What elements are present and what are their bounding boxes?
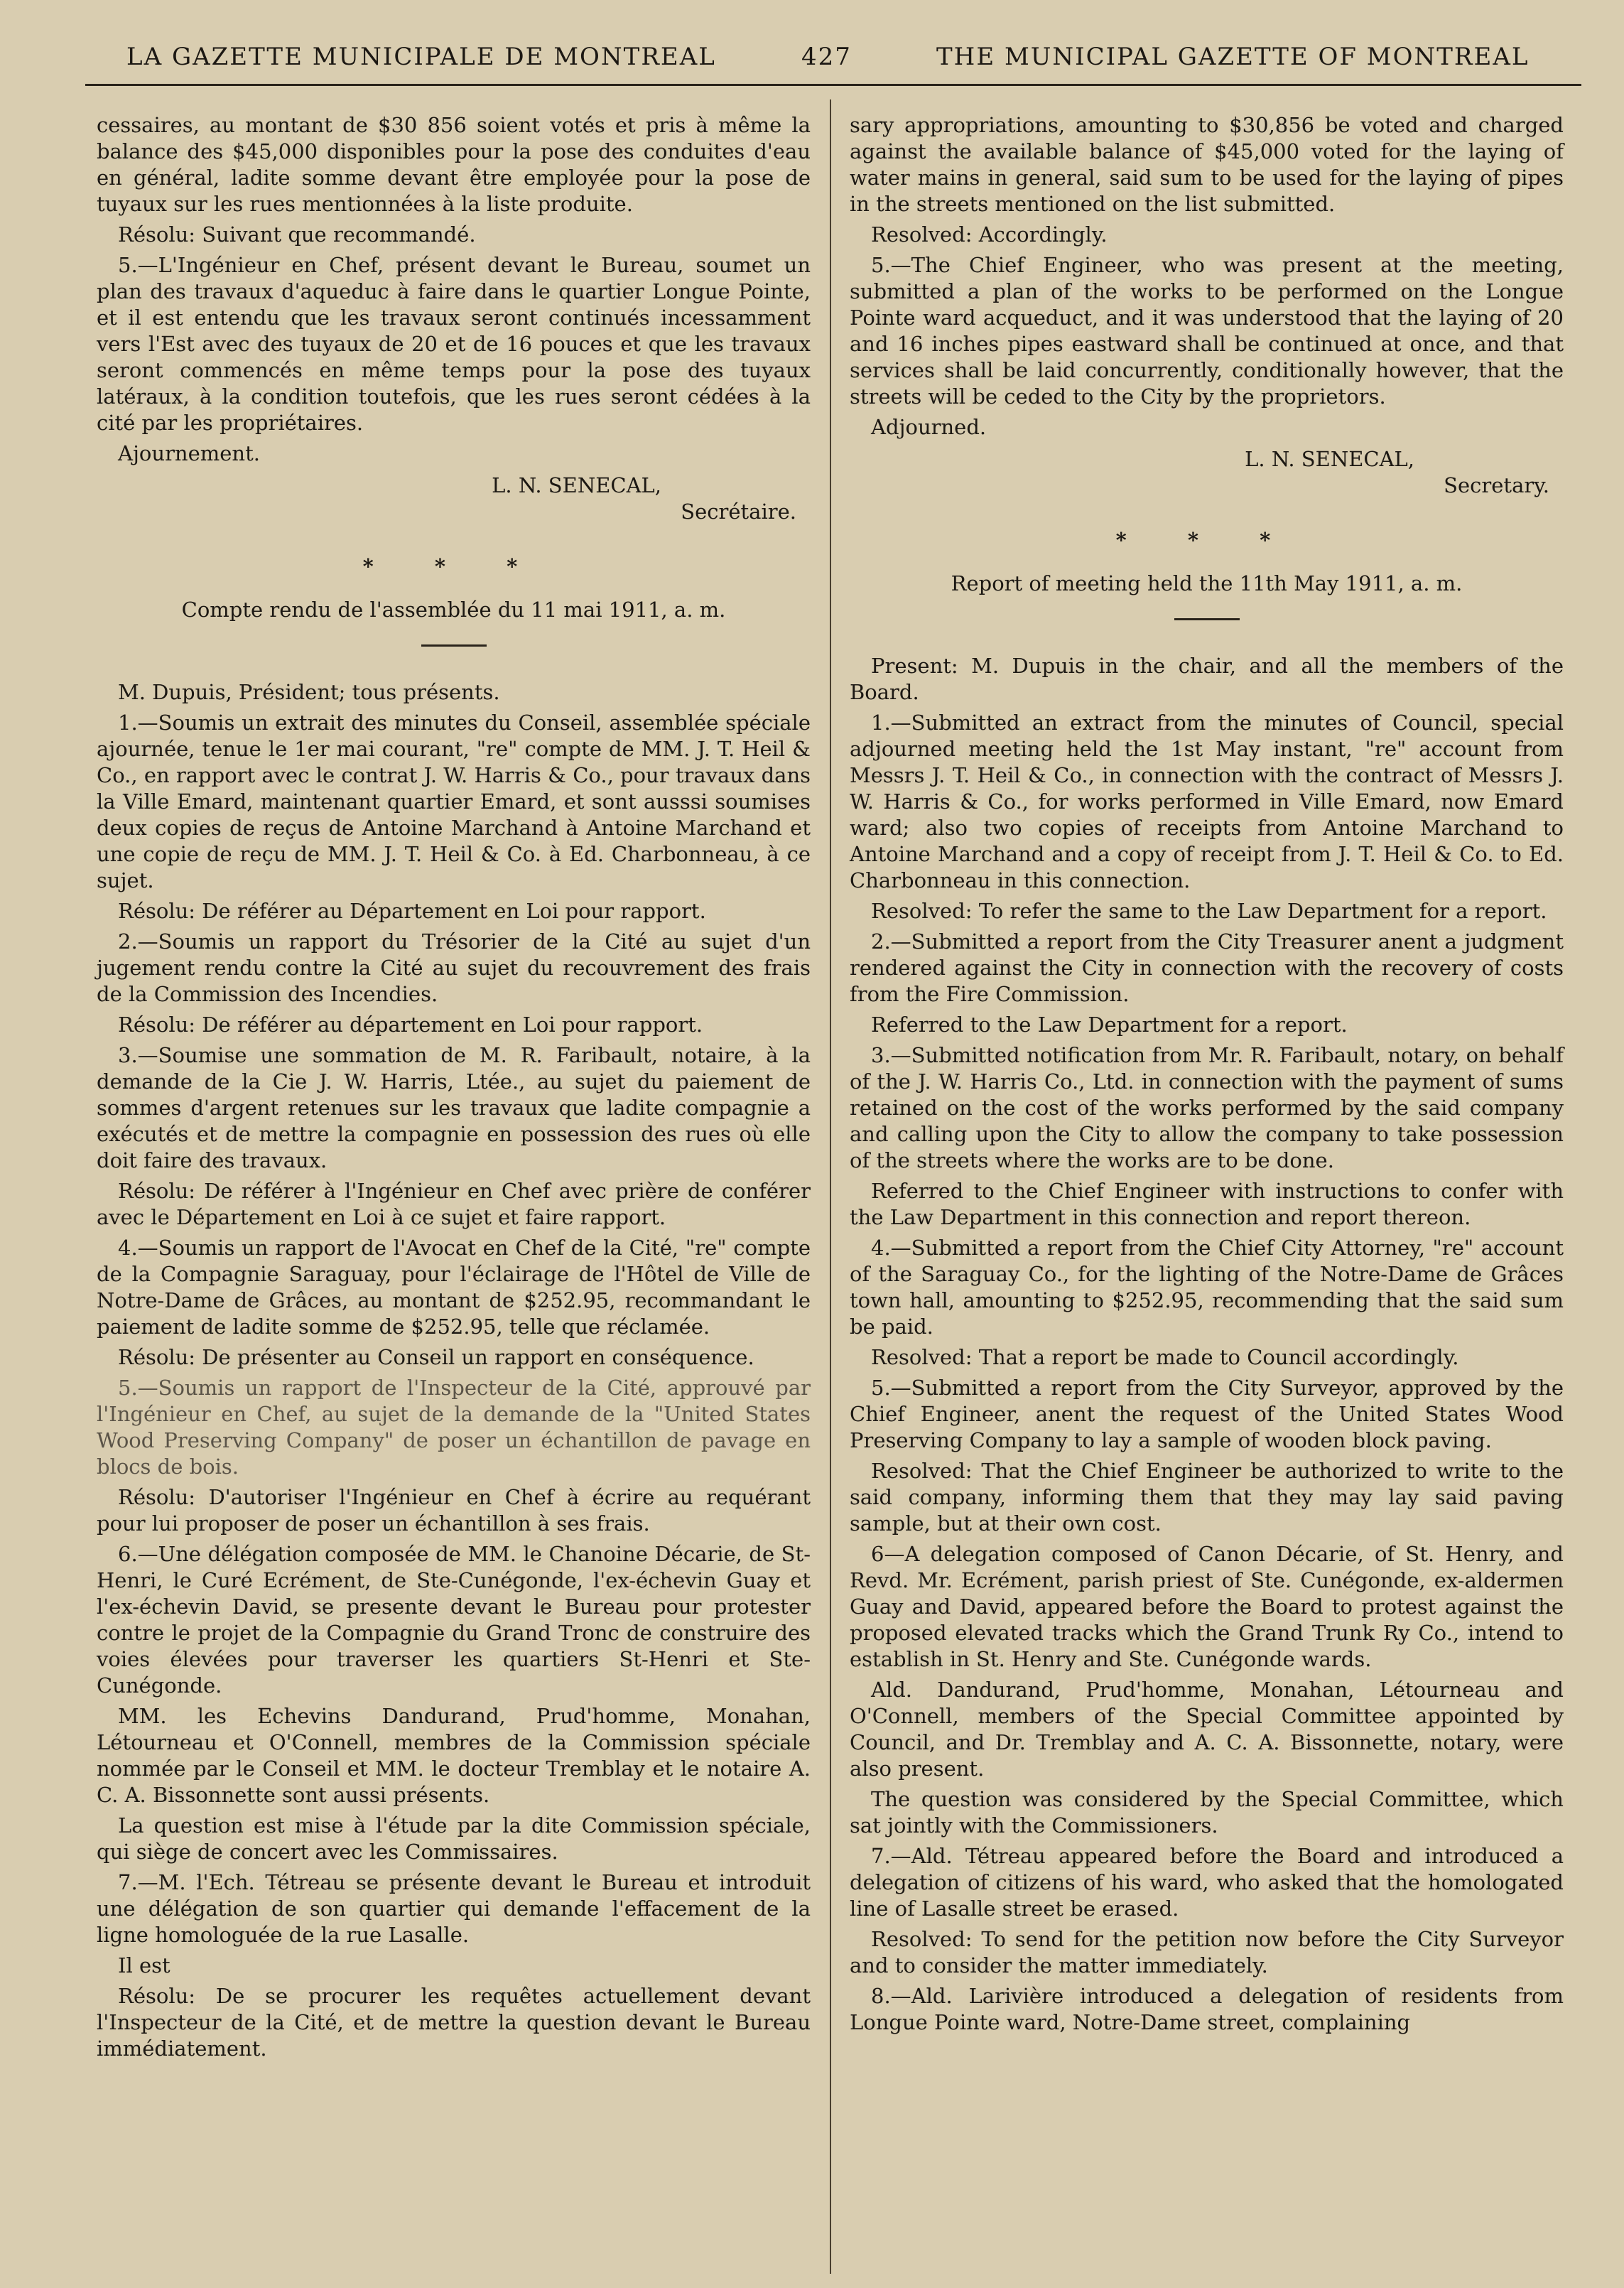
minute-item: Ald. Dandurand, Prud'homme, Monahan, Létourneau and O'Connell, members of the Special Committee appointed by Council, and Dr. Tremblay and A. C. A. Bissonnette, notary, were also present. (850, 1678, 1564, 1781)
signature-name: L. N. SENECAL, (1245, 447, 1414, 471)
minute-item: MM. les Echevins Dandurand, Prud'homme, Monahan, Létourneau et O'Connell, membres de la Commission spéciale nommée par le Conseil et MM. le docteur Tremblay et le notaire A. C. A. Bissonnette sont aussi présents. (97, 1704, 811, 1807)
resolution: Referred to the Law Department for a report. (871, 1013, 1348, 1037)
resolution: Résolu: Suivant que recommandé. (118, 222, 476, 247)
resolution: Resolved: That a report be made to Council accordingly. (871, 1345, 1459, 1369)
minute-item: 5.—Soumis un rapport de l'Inspecteur de la Cité, approuvé par l'Ingénieur en Chef, au sujet de la demande de la "United States Wood Preserving Company" de poser un échantillon de pavage en blocs de bois. (97, 1376, 811, 1479)
minute-item: 5.—Submitted a report from the City Surveyor, approved by the Chief Engineer, anent the request of the United States Wood Preserving Company to lay a sample of wooden block paving. (850, 1376, 1564, 1452)
short-rule (1174, 618, 1240, 620)
header-english-title: THE MUNICIPAL GAZETTE OF MONTREAL (936, 43, 1530, 71)
french-column (97, 112, 811, 2066)
minute-item: 4.—Submitted a report from the Chief City Attorney, "re" account of the Saraguay Co., for the lighting of the Notre-Dame de Grâces town hall, amounting to $252.95, recommending that the said sum be paid. (850, 1236, 1564, 1339)
resolution: Résolu: De se procurer les requêtes actuellement devant l'Inspecteur de la Cité, et de mettre la question devant le Bureau immédiatement. (97, 1984, 811, 2061)
minute-item: The question was considered by the Special Committee, which sat jointly with the Commissioners. (850, 1787, 1564, 1838)
minute-item: La question est mise à l'étude par la dite Commission spéciale, qui siège de concert avec les Commissaires. (97, 1813, 811, 1864)
signature-name: L. N. SENECAL, (492, 473, 661, 497)
minute-item: 3.—Submitted notification from Mr. R. Faribault, notary, on behalf of the J. W. Harris Co., Ltd. in connection with the payment of sums retained on the cost of the works performed by the said company and calling upon the City to allow the company to take possession of the streets where the works are to be done. (850, 1043, 1564, 1172)
resolution: Résolu: D'autoriser l'Ingénieur en Chef à écrire au requérant pour lui proposer de poser un échantillon à ses frais. (97, 1485, 811, 1536)
attendance: Present: M. Dupuis in the chair, and all the members of the Board. (850, 654, 1564, 704)
paragraph-intro: cessaires, au montant de $30 856 soient votés et pris à même la balance des $45,000 disponibles pour la pose des conduites d'eau en général, ladite somme devant être employée pour la pose de tuyaux sur les rues mentionnées à la liste produite. (97, 113, 811, 216)
minute-item: 7.—Ald. Tétreau appeared before the Board and introduced a delegation of citizens of his ward, who asked that the homologated line of Lasalle street be erased. (850, 1844, 1564, 1921)
minute-item: 4.—Soumis un rapport de l'Avocat en Chef de la Cité, "re" compte de la Compagnie Saraguay, pour l'éclairage de l'Hôtel de Ville de Notre-Dame de Grâces, au montant de $252.95, recommandant le paiement de ladite somme de $252.95, telle que réclamée. (97, 1236, 811, 1339)
minute-item: 1.—Soumis un extrait des minutes du Conseil, assemblée spéciale ajournée, tenue le 1er mai courant, "re" compte de MM. J. T. Heil & Co., en rapport avec le contrat J. W. Harris & Co., pour travaux dans la Ville Emard, maintenant quartier Emard, et sont ausssi soumises deux copies de reçus de Antoine Marchand à Antoine Marchand et une copie de reçu de MM. J. T. Heil & Co. à Ed. Charbonneau, à ce sujet. (97, 711, 811, 892)
short-rule (421, 644, 487, 647)
english-column (850, 112, 1564, 2040)
resolution: Resolved: To send for the petition now before the City Surveyor and to consider the matter immediately. (850, 1927, 1564, 1977)
minute-item: 6—A delegation composed of Canon Décarie, of St. Henry, and Revd. Mr. Ecrément, parish priest of Ste. Cunégonde, ex-aldermen Guay and David, appeared before the Board to protest against the proposed elevated tracks which the Grand Trunk Ry Co., intend to establish in St. Henry and Ste. Cunégonde wards. (850, 1542, 1564, 1671)
adjournment: Adjourned. (871, 415, 987, 439)
resolution: Résolu: De référer au Département en Loi pour rapport. (118, 899, 706, 923)
resolution: Résolu: De présenter au Conseil un rapport en conséquence. (118, 1345, 754, 1369)
minute-item: 2.—Submitted a report from the City Treasurer anent a judgment rendered against the City in connection with the recovery of costs from the Fire Commission. (850, 929, 1564, 1006)
minute-item: 6.—Une délégation composée de MM. le Chanoine Décarie, de St-Henri, le Curé Ecrément, de Ste-Cunégonde, l'ex-échevin Guay et l'ex-échevin David, se presente devant le Bureau pour protester contre le projet de la Compagnie du Grand Tronc de construire des voies élevées pour traverser les quartiers St-Henri et Ste-Cunégonde. (97, 1542, 811, 1698)
signature-title: Secrétaire. (681, 500, 796, 524)
column-divider (830, 99, 831, 2274)
minute-item: 7.—M. l'Ech. Tétreau se présente devant le Bureau et introduit une délégation de son quartier qui demande l'effacement de la ligne homologuée de la rue Lasalle. (97, 1870, 811, 1947)
paragraph-intro: sary appropriations, amounting to $30,856 be voted and charged against the available balance of $45,000 voted for the laying of water mains in general, said sum to be used for the laying of pipes in the streets mentioned on the list submitted. (850, 113, 1564, 216)
minute-item: 8.—Ald. Larivière introduced a delegation of residents from Longue Pointe ward, Notre-Dame street, complaining (850, 1984, 1564, 2034)
minute-item: 1.—Submitted an extract from the minutes of Council, special adjourned meeting held the 1st May instant, "re" account from Messrs J. T. Heil & Co., in connection with the contract of Messrs J. W. Harris & Co., for works performed in Ville Emard, now Emard ward; also two copies of receipts from Antoine Marchand to Antoine Marchand and a copy of receipt from J. T. Heil & Co. to Ed. Charbonneau in this connection. (850, 711, 1564, 892)
attendance: M. Dupuis, Président; tous présents. (118, 680, 500, 704)
header-rule (85, 84, 1581, 86)
resolution: Referred to the Chief Engineer with instructions to confer with the Law Department in this connection and report thereon. (850, 1179, 1564, 1229)
meeting-heading: Compte rendu de l'assemblée du 11 mai 1911, a. m. (181, 598, 726, 622)
page-number: 427 (801, 43, 852, 71)
minute-item: Il est (118, 1953, 170, 1977)
resolution: Resolved: That the Chief Engineer be authorized to write to the said company, informing them that they may lay said paving sample, but at their own cost. (850, 1459, 1564, 1536)
section-stars: * * * (1115, 528, 1298, 552)
minute-item: 5.—The Chief Engineer, who was present at the meeting, submitted a plan of the works to be performed on the Longue Pointe ward acqueduct, and it was understood that the laying of 20 and 16 inches pipes eastward shall be continued at once, and that services shall be laid concurrently, conditionally however, that the streets will be ceded to the City by the proprietors. (850, 253, 1564, 409)
resolution: Resolved: Accordingly. (871, 222, 1108, 247)
resolution: Resolved: To refer the same to the Law Department for a report. (871, 899, 1547, 923)
minute-item: 3.—Soumise une sommation de M. R. Faribault, notaire, à la demande de la Cie J. W. Harris, Ltée., au sujet du paiement de sommes d'argent retenues sur les travaux que ladite compagnie a exécutés et de mettre la compagnie en possession des rues où elle doit faire des travaux. (97, 1043, 811, 1172)
resolution: Résolu: De référer au département en Loi pour rapport. (118, 1013, 703, 1037)
header-french-title: LA GAZETTE MUNICIPALE DE MONTREAL (126, 43, 716, 71)
page-header (0, 0, 1624, 107)
meeting-heading: Report of meeting held the 11th May 1911, a. m. (951, 571, 1463, 595)
minute-item: 2.—Soumis un rapport du Trésorier de la Cité au sujet d'un jugement rendu contre la Cité au sujet du recouvrement des frais de la Commission des Incendies. (97, 929, 811, 1006)
section-stars: * * * (362, 554, 545, 578)
resolution: Résolu: De référer à l'Ingénieur en Chef avec prière de conférer avec le Département en Loi à ce sujet et faire rapport. (97, 1179, 811, 1229)
minute-item: 5.—L'Ingénieur en Chef, présent devant le Bureau, soumet un plan des travaux d'aqueduc à faire dans le quartier Longue Pointe, et il est entendu que les travaux seront continués incessamment vers l'Est avec des tuyaux de 20 et de 16 pouces et que les travaux seront commencés en même temps pour la pose des tuyaux latéraux, à la condition toutefois, que les rues seront cédées à la cité par les propriétaires. (97, 253, 811, 435)
signature-title: Secretary. (1444, 473, 1549, 497)
adjournment: Ajournement. (118, 441, 260, 465)
